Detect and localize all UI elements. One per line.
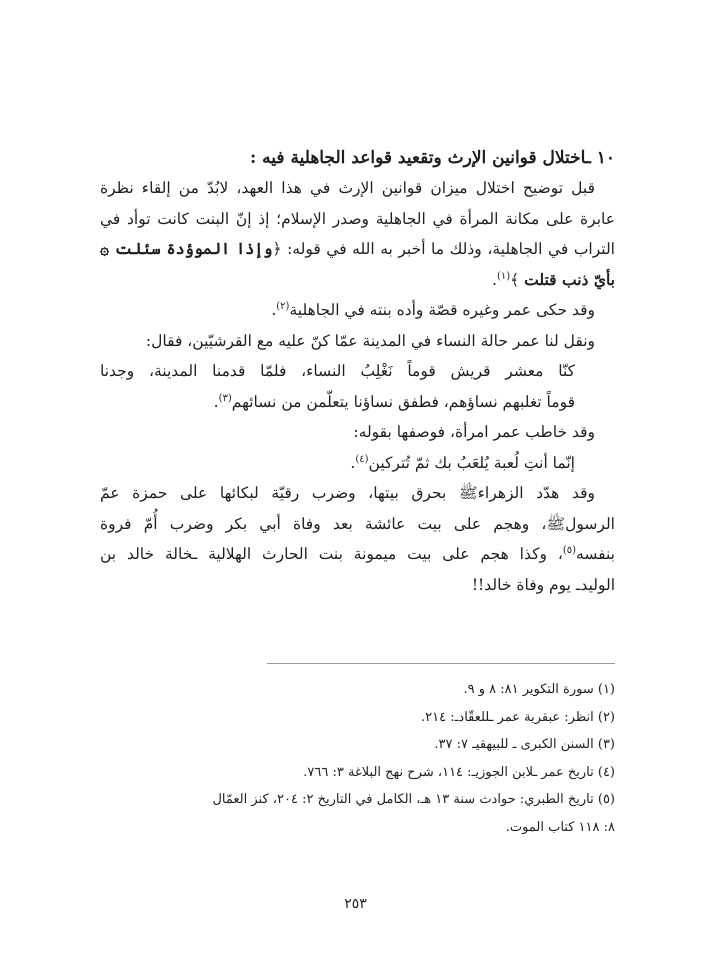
text-line: قبل توضيح اختلال ميزان قوانين الإرث في هذا العهد، لابُدّ من إلقاء نظرة xyxy=(100,179,595,197)
text-span: ﴾ xyxy=(510,270,520,289)
quote-line xyxy=(100,387,615,418)
footnote-ref[interactable]: (٥) xyxy=(562,544,577,556)
page-number: ٢٥٣ xyxy=(344,896,367,912)
text-span: . xyxy=(492,270,497,289)
footnote: (٢) انظر: عبقرية عمر ـللعقّادـ: ٢١٤. xyxy=(420,709,615,725)
section-heading: ١٠ ـاختلال قوانين الإرث وتقعيد قواعد الجاهلية فيه : xyxy=(249,148,615,168)
footnote: (١) سورة التكوير ٨١: ٨ و ٩. xyxy=(463,682,615,697)
quote-line xyxy=(100,448,615,479)
text-span: بنفسه xyxy=(576,545,615,563)
footnote-ref[interactable]: (٣) xyxy=(218,392,232,404)
quran-verse: وإذا الموؤدة سئلت ۞ xyxy=(100,239,273,258)
footnote: (٤) تاريخ عمر ـلابن الجوزيـ: ١١٤، شرح نهج البلاغة ٣: ٧٦٦. xyxy=(303,764,615,780)
text-span: قوماً تغلبهم نساؤهم، فطفق نساؤنا يتعلّمن من نسائهم xyxy=(231,392,575,411)
text-span: التراب في الجاهلية، وذلك ما أخبر به الله في قوله: ﴿ xyxy=(272,240,615,258)
text-line: عابرة على مكانة المرأة في الجاهلية وصدر الإسلام؛ إذ إنّ البنت كانت توأد في xyxy=(100,209,615,228)
text-span: . xyxy=(350,453,356,472)
text-line xyxy=(100,539,615,570)
text-line: وقد هدّد الزهراءﷺ بحرق بيتها، وضرب رقيّة لبكائها على حمزة عمّ xyxy=(100,484,595,502)
text-span: . xyxy=(271,301,277,319)
text-span: إنّما أنتِ لُعبة يُلعَبُ بك ثمّ تُتركين xyxy=(368,453,575,472)
text-line: وقد خاطب عمر امرأة، فوصفها بقوله: xyxy=(353,423,595,441)
text-span: . xyxy=(213,392,219,411)
footnote-ref[interactable]: (١) xyxy=(496,270,511,282)
footnote: (٥) تاريخ الطبري: حوادث سنة ١٣ هـ، الكامل في التاريخ ٢: ٢٠٤، كنز العمّال xyxy=(212,792,615,807)
text-line: الرسولﷺ، وهجم على بيت عائشة بعد وفاة أبي بكر وضرب أُمّ فروة xyxy=(100,514,615,533)
quran-verse: بأيّ ذنب قتلت xyxy=(524,269,615,289)
main-text xyxy=(100,143,615,600)
footnote-divider xyxy=(267,663,615,664)
text-line xyxy=(100,295,615,326)
text-line xyxy=(100,234,615,265)
text-line: ونقل لنا عمر حالة النساء في المدينة عمّا كنّ عليه مع القرشيّين، فقال: xyxy=(145,331,595,350)
footnote-ref[interactable]: (٢) xyxy=(276,300,290,312)
footnote: (٣) السنن الكبرى ـ للبيهقيـ ٧: ٣٧. xyxy=(434,737,615,752)
text-span: وقد حكى عمر وغيره قصّة وأده بنته في الجاهلية xyxy=(289,301,595,319)
text-line: الوليدـ يوم وفاة خالد!! xyxy=(471,575,615,594)
quote-line: كنّا معشر قريش قوماً نَغْلِبُ النساء، فلمّا قدمنا المدينة، وجدنا xyxy=(100,362,575,380)
footnote-ref[interactable]: (٤) xyxy=(355,453,369,465)
text-span: ، وكذا هجم على بيت ميمونة بنت الحارث الهلالية ـخالة خالد بن xyxy=(100,545,563,563)
footnote: ٨: ١١٨ كتاب الموت. xyxy=(505,819,615,835)
text-line xyxy=(100,265,615,296)
footnotes xyxy=(100,676,615,841)
